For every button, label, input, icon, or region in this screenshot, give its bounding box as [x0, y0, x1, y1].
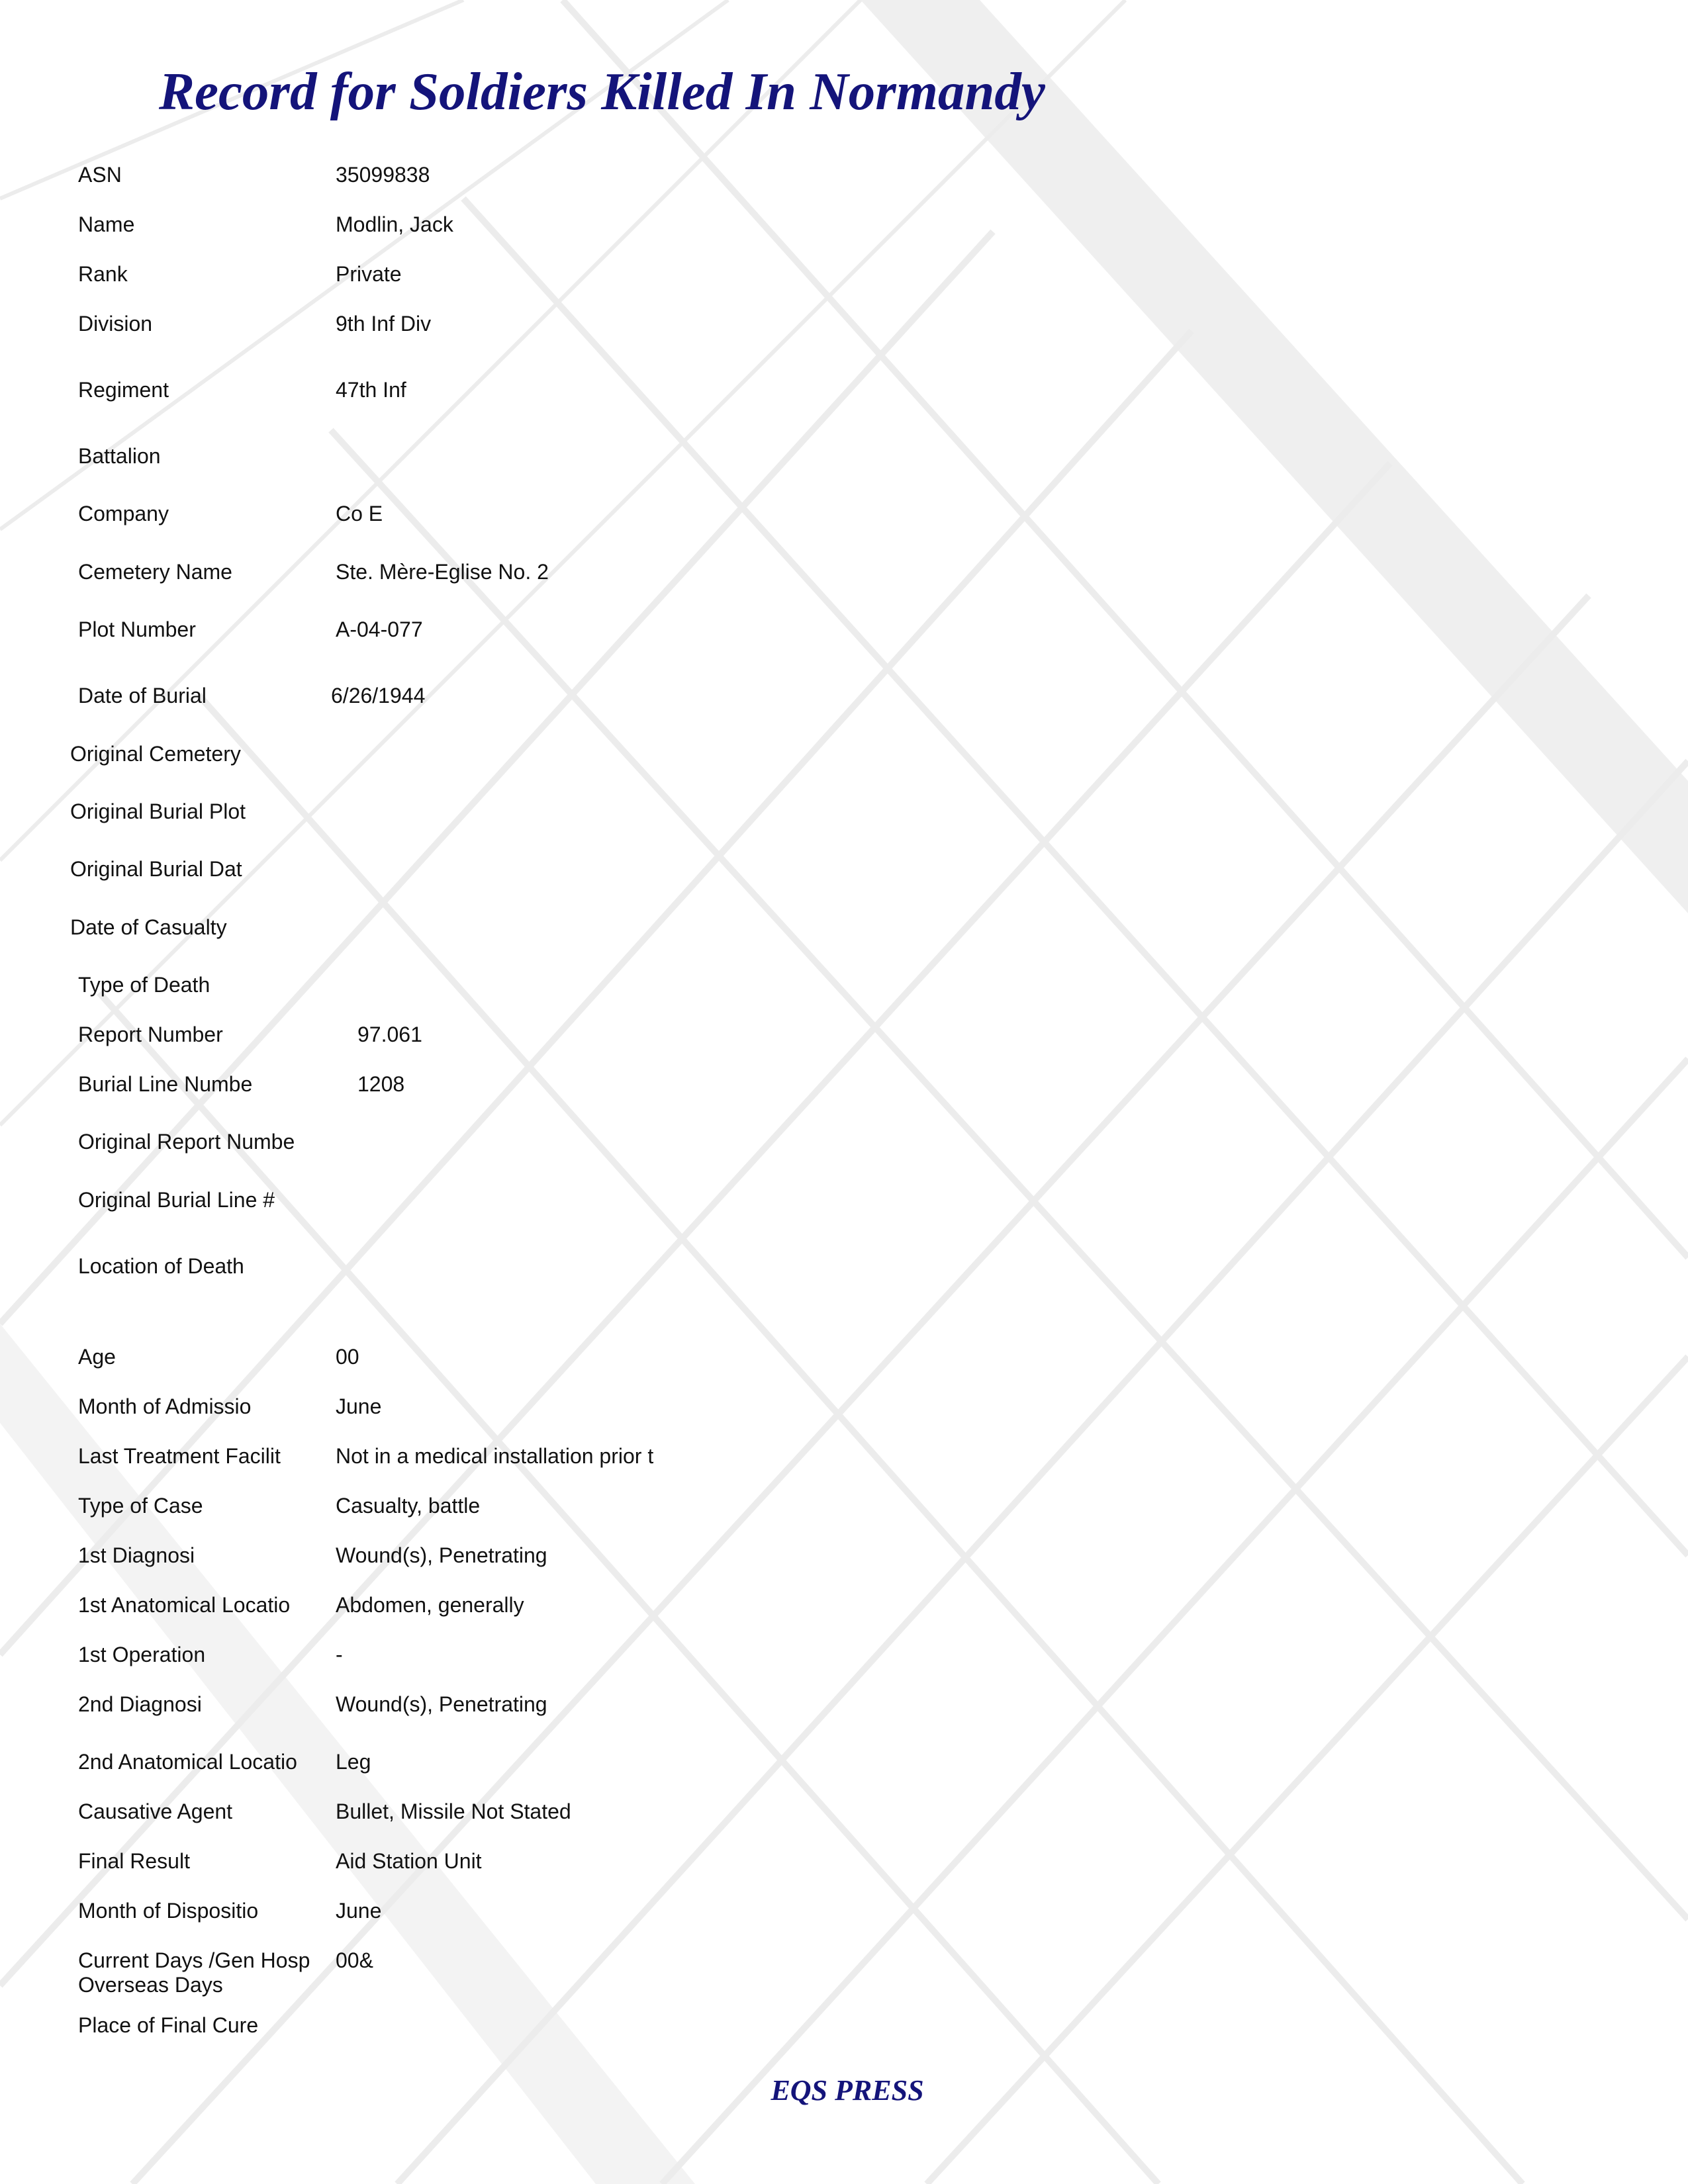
field-value: Not in a medical installation prior t — [336, 1444, 654, 1468]
page-title: Record for Soldiers Killed In Normandy — [159, 62, 1045, 121]
field-value: Co E — [336, 502, 383, 525]
field-value: Wound(s), Penetrating — [336, 1543, 547, 1567]
field-label: Original Report Numbe — [78, 1130, 295, 1154]
field-label: Current Days /Gen Hosp — [78, 1948, 310, 1972]
field-label: ASN — [78, 163, 122, 187]
field-row-report-number — [0, 1022, 1688, 1062]
field-value: 1208 — [357, 1072, 405, 1096]
field-row-original-burial-plot — [0, 799, 1688, 839]
field-value: Bullet, Missile Not Stated — [336, 1799, 571, 1823]
field-row-1st-anatomical-location — [0, 1592, 1688, 1632]
field-value: 6/26/1944 — [331, 684, 426, 707]
field-value: A-04-077 — [336, 617, 423, 641]
field-row-asn — [0, 162, 1688, 202]
field-label: 1st Diagnosi — [78, 1543, 195, 1567]
field-label: 2nd Diagnosi — [78, 1692, 202, 1716]
field-value: Modlin, Jack — [336, 212, 453, 236]
field-value: 9th Inf Div — [336, 312, 432, 336]
field-row-date-of-casualty — [0, 915, 1688, 954]
field-label: Name — [78, 212, 135, 236]
field-label: Battalion — [78, 444, 161, 468]
field-row-plot-number — [0, 617, 1688, 657]
field-label: Company — [78, 502, 169, 525]
field-label: Final Result — [78, 1849, 190, 1873]
field-row-1st-operation — [0, 1642, 1688, 1682]
field-row-type-of-death — [0, 972, 1688, 1012]
field-row-battalion — [0, 443, 1688, 483]
field-value: 35099838 — [336, 163, 430, 187]
field-label: Date of Burial — [78, 684, 207, 707]
field-row-company — [0, 501, 1688, 541]
field-row-rank — [0, 261, 1688, 301]
field-row-place-of-final-cure — [0, 2013, 1688, 2052]
field-row-2nd-anatomical-location — [0, 1749, 1688, 1789]
field-label: Overseas Days — [78, 1973, 223, 1997]
field-row-month-of-admission — [0, 1394, 1688, 1433]
field-row-1st-diagnosis — [0, 1543, 1688, 1582]
field-label: Causative Agent — [78, 1799, 233, 1823]
field-row-overseas-days — [0, 1972, 1688, 2012]
field-label: 1st Operation — [78, 1643, 206, 1666]
field-value: Ste. Mère-Eglise No. 2 — [336, 560, 549, 584]
field-label: Type of Case — [78, 1494, 203, 1518]
field-label: Cemetery Name — [78, 560, 232, 584]
field-row-2nd-diagnosis — [0, 1692, 1688, 1731]
field-row-original-report-number — [0, 1129, 1688, 1169]
field-label: Age — [78, 1345, 116, 1369]
field-label: Original Cemetery — [70, 742, 241, 766]
field-value: Aid Station Unit — [336, 1849, 482, 1873]
field-label: Regiment — [78, 378, 169, 402]
field-value: Wound(s), Penetrating — [336, 1692, 547, 1716]
field-label: Report Number — [78, 1023, 223, 1046]
publisher-footer: EQS PRESS — [771, 2074, 924, 2107]
field-label: Month of Dispositio — [78, 1899, 259, 1923]
field-row-original-burial-line — [0, 1187, 1688, 1227]
field-label: Original Burial Dat — [70, 857, 242, 881]
field-value: Abdomen, generally — [336, 1593, 524, 1617]
field-row-month-of-disposition — [0, 1898, 1688, 1938]
field-row-type-of-case — [0, 1493, 1688, 1533]
field-label: 1st Anatomical Locatio — [78, 1593, 291, 1617]
field-value: June — [336, 1899, 382, 1923]
field-row-original-burial-date — [0, 856, 1688, 896]
field-row-age — [0, 1344, 1688, 1384]
field-label: Type of Death — [78, 973, 211, 997]
field-row-original-cemetery — [0, 741, 1688, 781]
field-row-location-of-death — [0, 1253, 1688, 1293]
field-row-burial-line-number — [0, 1071, 1688, 1111]
field-row-last-treatment-facility — [0, 1443, 1688, 1483]
field-label: Division — [78, 312, 153, 336]
field-value: June — [336, 1394, 382, 1418]
field-value: Casualty, battle — [336, 1494, 481, 1518]
field-label: Rank — [78, 262, 128, 286]
field-value: 00& — [336, 1948, 373, 1972]
field-value: 97.061 — [357, 1023, 422, 1046]
field-value: Leg — [336, 1750, 371, 1774]
field-row-division — [0, 311, 1688, 351]
field-value: - — [336, 1643, 343, 1666]
field-label: Last Treatment Facilit — [78, 1444, 281, 1468]
field-row-causative-agent — [0, 1799, 1688, 1839]
field-label: Original Burial Plot — [70, 799, 246, 823]
field-value: 47th Inf — [336, 378, 406, 402]
field-label: Month of Admissio — [78, 1394, 252, 1418]
field-label: Place of Final Cure — [78, 2013, 259, 2037]
field-label: 2nd Anatomical Locatio — [78, 1750, 297, 1774]
field-row-name — [0, 212, 1688, 251]
field-row-final-result — [0, 1848, 1688, 1888]
field-row-date-of-burial — [0, 683, 1688, 723]
field-label: Date of Casualty — [70, 915, 227, 939]
field-label: Burial Line Numbe — [78, 1072, 253, 1096]
field-value: 00 — [336, 1345, 359, 1369]
field-row-cemetery-name — [0, 559, 1688, 599]
field-label: Plot Number — [78, 617, 196, 641]
field-label: Original Burial Line # — [78, 1188, 275, 1212]
field-label: Location of Death — [78, 1254, 244, 1278]
field-row-regiment — [0, 377, 1688, 417]
field-value: Private — [336, 262, 402, 286]
